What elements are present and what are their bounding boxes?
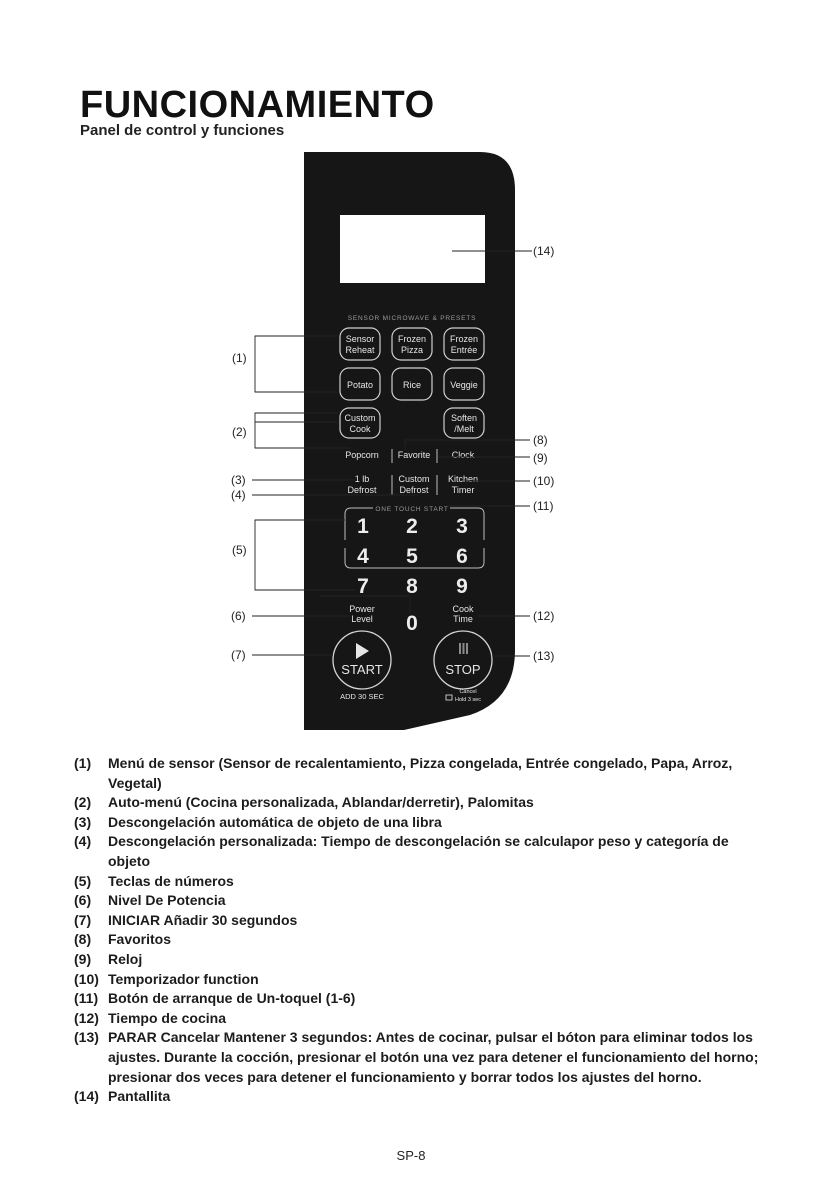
svg-text:Frozen: Frozen <box>449 334 479 344</box>
svg-text:Timer: Timer <box>451 485 475 495</box>
digit-7-button[interactable]: 7 <box>357 575 369 598</box>
list-item: (12) Tiempo de cocina <box>74 1009 226 1026</box>
digit-0-button[interactable]: 0 <box>406 612 418 635</box>
callout-5: (5) <box>232 543 247 557</box>
add-30-sec-label: ADD 30 SEC <box>340 692 384 701</box>
svg-text:Level: Level <box>351 614 373 624</box>
custom-defrost-button[interactable] <box>398 474 429 495</box>
svg-text:Hold 3 sec: Hold 3 sec <box>455 697 481 703</box>
callout-4: (4) <box>231 488 246 502</box>
svg-text:Sensor: Sensor <box>345 334 375 344</box>
list-item: (3) Descongelación automática de objeto de una libra <box>74 813 442 830</box>
list-item: (6) Nivel De Potencia <box>74 892 226 909</box>
feature-list <box>74 754 774 1107</box>
digit-9-button[interactable]: 9 <box>456 575 468 598</box>
display-screen <box>340 215 485 283</box>
callout-14: (14) <box>533 244 555 258</box>
cook-time-button[interactable] <box>452 604 474 624</box>
callout-6: (6) <box>231 609 246 623</box>
svg-text:Pizza: Pizza <box>400 345 424 355</box>
digit-1-button[interactable]: 1 <box>357 515 369 538</box>
page-subtitle: Panel de control y funciones <box>80 122 285 139</box>
callout-12: (12) <box>533 609 555 623</box>
popcorn-button[interactable]: Popcorn <box>345 450 379 460</box>
svg-text:Kitchen: Kitchen <box>447 474 479 484</box>
list-item: (10) Temporizador function <box>74 970 259 987</box>
callout-2: (2) <box>232 425 247 439</box>
list-item: (2) Auto-menú (Cocina personalizada, Ablandar/derretir), Palomitas <box>74 794 534 811</box>
one-touch-label: ONE TOUCH START <box>375 506 449 513</box>
digit-5-button[interactable]: 5 <box>406 545 418 568</box>
list-item: (7) INICIAR Añadir 30 segundos <box>74 911 298 928</box>
svg-text:Entrée: Entrée <box>450 345 478 355</box>
svg-text:Frozen: Frozen <box>397 334 427 344</box>
svg-text:Veggie: Veggie <box>450 380 478 390</box>
svg-text:Cancel: Cancel <box>459 689 477 695</box>
svg-text:Reheat: Reheat <box>345 345 375 355</box>
callout-13: (13) <box>533 649 555 663</box>
svg-text:Power: Power <box>349 604 375 614</box>
list-item: (14) Pantallita <box>74 1088 171 1105</box>
list-item: (13) PARAR Cancelar Mantener 3 segundos: Antes de cocinar, pulsar el bóton para eliminar todos los ajustes. Durante la cocción, presionar el botón una vez para detener el funcionamiento del horno; presionar dos veces para detener el funcionamiento y borrar todos los ajustes del horno. <box>74 1029 759 1085</box>
favorite-button[interactable]: Favorite <box>397 450 431 460</box>
svg-text:START: START <box>341 662 383 677</box>
svg-text:Cook: Cook <box>452 604 474 614</box>
list-item: (9) Reloj <box>74 950 143 967</box>
digit-4-button[interactable]: 4 <box>357 545 369 568</box>
pause-icon <box>459 643 468 654</box>
section-label: SENSOR MICROWAVE & PRESETS <box>347 315 477 322</box>
svg-text:Potato: Potato <box>346 380 374 390</box>
digit-8-button[interactable]: 8 <box>406 575 418 598</box>
svg-text:Time: Time <box>453 614 473 624</box>
list-item: (8) Favoritos <box>74 931 172 948</box>
digit-2-button[interactable]: 2 <box>406 515 418 538</box>
svg-text:Soften: Soften <box>450 413 478 423</box>
svg-text:Defrost: Defrost <box>347 485 377 495</box>
svg-text:/Melt: /Melt <box>454 424 474 434</box>
svg-text:Defrost: Defrost <box>399 485 429 495</box>
svg-text:1 lb: 1 lb <box>354 474 370 484</box>
svg-text:Custom: Custom <box>398 474 430 484</box>
callout-8: (8) <box>533 433 548 447</box>
svg-text:Cook: Cook <box>349 424 371 434</box>
list-item: (4) Descongelación personalizada: Tiempo de descongelación se calculapor peso y categoría de objeto <box>74 833 729 869</box>
callout-9: (9) <box>533 451 548 465</box>
clock-button[interactable]: Clock <box>451 450 475 460</box>
callout-10: (10) <box>533 474 555 488</box>
callout-3: (3) <box>231 473 246 487</box>
digit-6-button[interactable]: 6 <box>456 545 468 568</box>
svg-text:Rice: Rice <box>402 380 422 390</box>
callout-11: (11) <box>533 499 554 513</box>
power-level-button[interactable] <box>349 604 375 624</box>
callout-1: (1) <box>232 351 247 365</box>
digit-3-button[interactable]: 3 <box>456 515 468 538</box>
callout-7: (7) <box>231 648 246 662</box>
page-title: FUNCIONAMIENTO <box>80 84 435 126</box>
page-number: SP-8 <box>396 1148 426 1163</box>
svg-text:STOP: STOP <box>445 662 481 677</box>
list-item: (11) Botón de arranque de Un-toquel (1-6) <box>74 990 356 1007</box>
kitchen-timer-button[interactable] <box>448 474 478 495</box>
svg-text:Custom: Custom <box>344 413 376 423</box>
list-item: (5) Teclas de números <box>74 872 234 889</box>
list-item: (1) Menú de sensor (Sensor de recalentamiento, Pizza congelada, Entrée congelado, Papa, Arroz, Vegetal) <box>74 755 733 791</box>
